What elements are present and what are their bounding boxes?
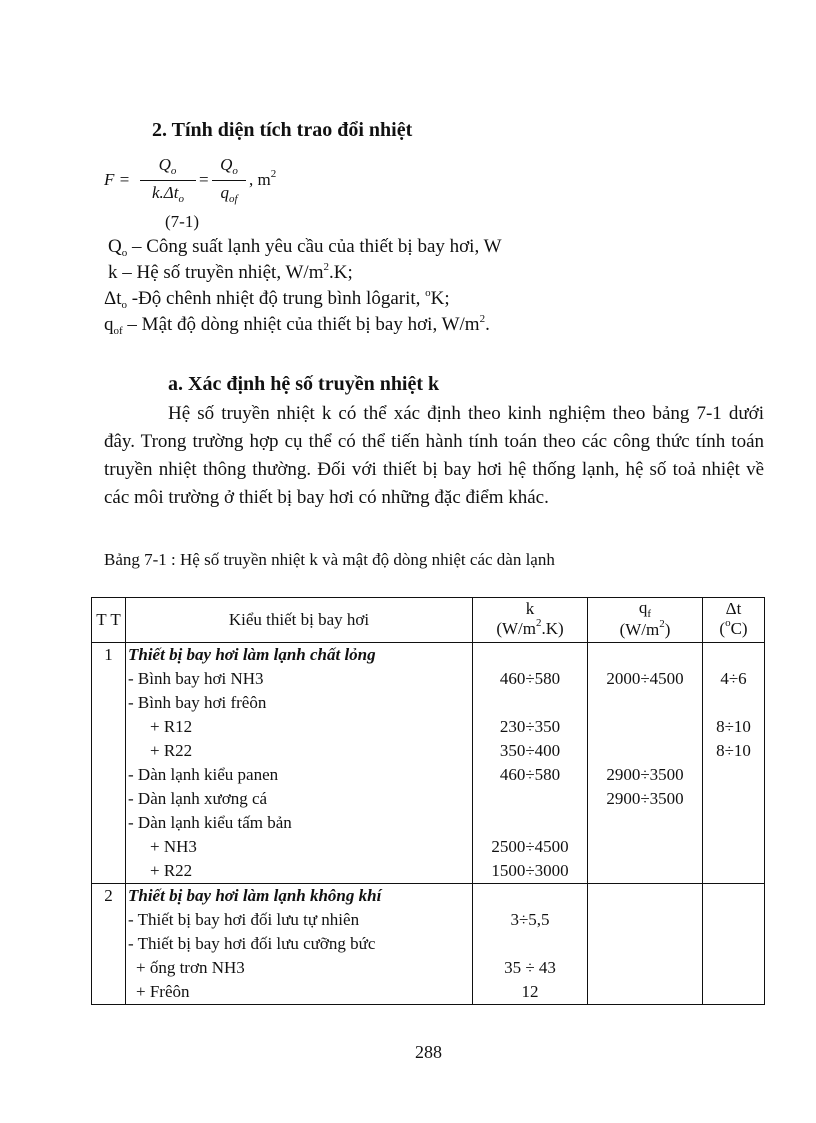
group-names [126, 643, 473, 884]
group-title: Thiết bị bay hơi làm lạnh không khí [128, 886, 382, 905]
list-item: + R12 [150, 717, 193, 736]
header-k: k $(W/m^2.K)$ [473, 598, 588, 643]
list-item: + R22 [150, 861, 193, 880]
dt-values: 4÷6 8÷10 8÷10 [703, 643, 765, 884]
q-values [588, 884, 703, 1005]
list-item: + Frêôn [136, 982, 190, 1001]
list-item: + NH3 [150, 837, 197, 856]
table-header-row [92, 598, 765, 643]
k-values: 460÷580 230÷350 350÷400 460÷580 2500÷4500 1500÷3000 [473, 643, 588, 884]
definition-k: k – Hệ số truyền nhiệt, $W/m^2.K$; [108, 261, 353, 283]
list-item: - Thiết bị bay hơi đối lưu cưỡng bức [128, 934, 376, 953]
subsection-title: a. Xác định hệ số truyền nhiệt k [168, 373, 440, 395]
group-title: Thiết bị bay hơi làm lạnh chất lỏng [128, 645, 376, 664]
table-group-2 [92, 884, 765, 1005]
fraction-bar-1 [140, 180, 196, 181]
list-item: + R22 [150, 741, 193, 760]
q-values: 2000÷4500 2900÷3500 2900÷3500 [588, 643, 703, 884]
formula-denominator-1: $k.\Delta t_o$ [152, 183, 184, 205]
formula-numerator-2: $Q_o$ [220, 155, 238, 177]
group-names [126, 884, 473, 1005]
definition-qo: $Q_o$ – Công suất lạnh yêu cầu của thiết bị bay hơi, W [108, 236, 502, 259]
fraction-bar-2 [212, 180, 246, 181]
list-item: - Bình bay hơi frêôn [128, 693, 267, 712]
list-item: - Bình bay hơi NH3 [128, 669, 264, 688]
list-item: - Thiết bị bay hơi đối lưu tự nhiên [128, 910, 360, 929]
group-number: 1 [92, 643, 126, 884]
page-number: 288 [415, 1042, 442, 1062]
header-q: $q_f$ $(W/m^2)$ [588, 598, 703, 643]
body-paragraph: Hệ số truyền nhiệt k có thể xác định theo kinh nghiệm theo bảng 7-1 dưới đây. Trong trường hợp cụ thể có thể tiến hành tính toán theo các công thức tính toán truyền nhiệt thông thường. Đối với thiết bị bay hơi hệ thống lạnh, hệ số toả nhiệt về các môi trường ở thiết bị bay hơi có những đặc điểm khác. [104, 403, 764, 508]
formula-unit: , $m^2$ [249, 168, 277, 189]
table-group-1 [92, 643, 765, 884]
list-item: - Dàn lạnh kiểu tấm bản [128, 813, 292, 832]
formula-lhs: F = [104, 170, 131, 189]
section-title: 2. Tính diện tích trao đổi nhiệt [152, 119, 413, 141]
table-caption: Bảng 7-1 : Hệ số truyền nhiệt k và mật độ dòng nhiệt các dàn lạnh [104, 550, 555, 569]
data-table [91, 597, 765, 1005]
list-item: - Dàn lạnh xương cá [128, 789, 268, 808]
dt-values [703, 884, 765, 1005]
formula-equals: = [199, 170, 209, 189]
formula-numerator-1: $Q_o$ [158, 155, 177, 177]
group-number: 2 [92, 884, 126, 1005]
definition-qof: $q_{of}$ – Mật độ dòng nhiệt của thiết bị bay hơi, $W/m^2$. [104, 313, 490, 337]
header-type: Kiểu thiết bị bay hơi [126, 598, 473, 643]
formula-number: (7-1) [165, 212, 199, 231]
definition-dto: $\Delta t_o$ -Độ chênh nhiệt độ trung bình lôgarit, $^o$K; [104, 287, 450, 311]
k-values: 3÷5,5 35 ÷ 43 12 [473, 884, 588, 1005]
list-item: + ống trơn NH3 [136, 958, 245, 977]
formula-denominator-2: $q_{of}$ [220, 183, 238, 205]
header-tt: T T [92, 598, 126, 643]
list-item: - Dàn lạnh kiểu panen [128, 765, 279, 784]
header-dt: Δt ($^o$C) [703, 598, 765, 643]
